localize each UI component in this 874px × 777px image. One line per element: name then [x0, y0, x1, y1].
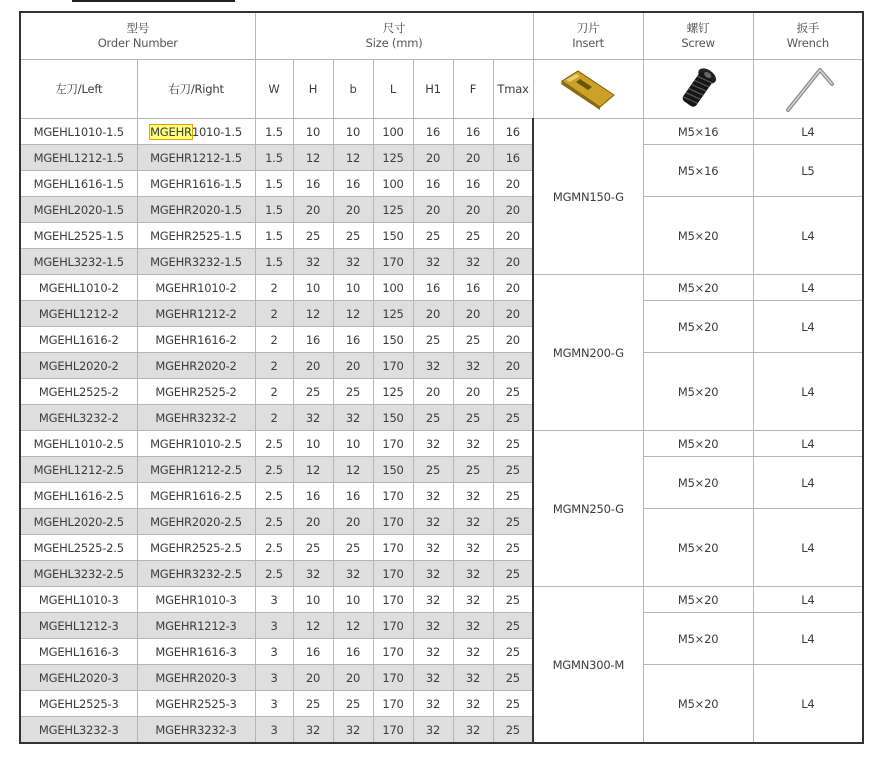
size-h: 32	[293, 717, 333, 744]
size-w: 2.5	[255, 561, 293, 587]
size-h: 10	[293, 587, 333, 613]
wrench-image-cell	[753, 60, 863, 119]
size-f: 20	[453, 379, 493, 405]
insert-model: MGMN300-M	[533, 587, 643, 744]
size-w: 1.5	[255, 223, 293, 249]
right-order-number: MGEHR3232-2	[137, 405, 255, 431]
right-order-number: MGEHR1616-2	[137, 327, 255, 353]
size-b: 25	[333, 535, 373, 561]
size-h1: 32	[413, 483, 453, 509]
col-tmax-header: Tmax	[493, 60, 533, 119]
left-order-number: MGEHL1616-2	[20, 327, 137, 353]
torx-wrench-icon	[776, 62, 840, 116]
size-b: 12	[333, 301, 373, 327]
size-tmax: 20	[493, 171, 533, 197]
table-row	[20, 275, 863, 301]
screw-model: M5×16	[643, 119, 753, 145]
size-w: 2	[255, 353, 293, 379]
size-tmax: 25	[493, 717, 533, 744]
size-w: 2	[255, 327, 293, 353]
size-w: 1.5	[255, 197, 293, 223]
size-tmax: 25	[493, 431, 533, 457]
size-w: 3	[255, 613, 293, 639]
size-tmax: 25	[493, 587, 533, 613]
left-order-number: MGEHL2525-2	[20, 379, 137, 405]
size-b: 20	[333, 665, 373, 691]
size-h1: 25	[413, 223, 453, 249]
right-order-number: MGEHR1010-2	[137, 275, 255, 301]
size-h1: 32	[413, 353, 453, 379]
size-f: 32	[453, 613, 493, 639]
size-b: 10	[333, 431, 373, 457]
size-h: 16	[293, 639, 333, 665]
insert-image-cell	[533, 60, 643, 119]
size-h1: 16	[413, 275, 453, 301]
size-h1: 25	[413, 457, 453, 483]
size-h1: 16	[413, 119, 453, 145]
size-tmax: 16	[493, 145, 533, 171]
right-order-number: MGEHR2525-2	[137, 379, 255, 405]
wrench-model: L4	[753, 275, 863, 301]
size-h1: 25	[413, 405, 453, 431]
right-order-number: MGEHR2525-3	[137, 691, 255, 717]
size-tmax: 25	[493, 691, 533, 717]
size-b: 32	[333, 717, 373, 744]
size-tmax: 20	[493, 197, 533, 223]
size-l: 170	[373, 353, 413, 379]
right-order-number: MGEHR1212-2.5	[137, 457, 255, 483]
size-h: 20	[293, 197, 333, 223]
size-h: 20	[293, 509, 333, 535]
insert-model: MGMN200-G	[533, 275, 643, 431]
screw-image-cell	[643, 60, 753, 119]
size-f: 16	[453, 171, 493, 197]
size-b: 25	[333, 379, 373, 405]
torx-screw-icon	[673, 64, 723, 114]
wrench-model: L4	[753, 301, 863, 353]
size-tmax: 25	[493, 379, 533, 405]
size-w: 3	[255, 717, 293, 744]
size-f: 20	[453, 197, 493, 223]
size-l: 125	[373, 301, 413, 327]
table-row	[20, 353, 863, 379]
wrench-model: L4	[753, 457, 863, 509]
size-w: 2	[255, 379, 293, 405]
size-f: 32	[453, 587, 493, 613]
right-order-number: MGEHR1212-2	[137, 301, 255, 327]
size-h1: 32	[413, 665, 453, 691]
size-l: 170	[373, 717, 413, 744]
size-h1: 32	[413, 509, 453, 535]
size-h: 12	[293, 457, 333, 483]
table-row	[20, 665, 863, 691]
right-order-number: MGEHR1212-1.5	[137, 145, 255, 171]
size-l: 170	[373, 535, 413, 561]
size-h: 25	[293, 691, 333, 717]
size-h: 25	[293, 379, 333, 405]
left-order-number: MGEHL1010-2	[20, 275, 137, 301]
table-row	[20, 509, 863, 535]
size-f: 25	[453, 405, 493, 431]
size-h1: 32	[413, 561, 453, 587]
size-l: 150	[373, 405, 413, 431]
size-h: 10	[293, 119, 333, 145]
size-h1: 25	[413, 327, 453, 353]
size-b: 12	[333, 145, 373, 171]
size-f: 32	[453, 509, 493, 535]
size-f: 32	[453, 691, 493, 717]
table-row	[20, 301, 863, 327]
size-f: 32	[453, 483, 493, 509]
size-w: 3	[255, 587, 293, 613]
col-l-header: L	[373, 60, 413, 119]
size-f: 32	[453, 535, 493, 561]
right-header: 右刀/Right	[137, 60, 255, 119]
right-order-number: MGEHR2020-3	[137, 665, 255, 691]
wrench-model: L4	[753, 587, 863, 613]
size-tmax: 25	[493, 639, 533, 665]
size-h: 10	[293, 275, 333, 301]
right-order-number: MGEHR2020-2	[137, 353, 255, 379]
left-order-number: MGEHL2020-1.5	[20, 197, 137, 223]
table-row	[20, 431, 863, 457]
wrench-model: L4	[753, 509, 863, 587]
size-w: 1.5	[255, 171, 293, 197]
size-b: 12	[333, 457, 373, 483]
left-order-number: MGEHL3232-2	[20, 405, 137, 431]
right-order-number: MGEHR2020-1.5	[137, 197, 255, 223]
size-f: 32	[453, 249, 493, 275]
size-h: 16	[293, 171, 333, 197]
size-w: 2.5	[255, 457, 293, 483]
right-order-number: MGEHR1212-3	[137, 613, 255, 639]
left-order-number: MGEHL1212-2.5	[20, 457, 137, 483]
size-b: 10	[333, 587, 373, 613]
screw-model: M5×20	[643, 353, 753, 431]
size-b: 20	[333, 353, 373, 379]
size-tmax: 25	[493, 613, 533, 639]
size-l: 125	[373, 145, 413, 171]
product-spec-table	[19, 11, 864, 744]
screw-model: M5×20	[643, 197, 753, 275]
size-h1: 32	[413, 717, 453, 744]
order-number-rest: 1010-1.5	[191, 124, 242, 139]
right-order-number: MGEHR2525-1.5	[137, 223, 255, 249]
size-b: 10	[333, 119, 373, 145]
size-f: 32	[453, 639, 493, 665]
right-order-number: MGEHR1616-3	[137, 639, 255, 665]
left-order-number: MGEHL2525-2.5	[20, 535, 137, 561]
size-w: 3	[255, 665, 293, 691]
screw-model: M5×16	[643, 145, 753, 197]
size-h: 12	[293, 613, 333, 639]
size-tmax: 25	[493, 535, 533, 561]
size-l: 170	[373, 587, 413, 613]
size-f: 32	[453, 561, 493, 587]
right-order-number: MGEHR1616-2.5	[137, 483, 255, 509]
col-f-header: F	[453, 60, 493, 119]
col-h1-header: H1	[413, 60, 453, 119]
left-order-number: MGEHL1212-1.5	[20, 145, 137, 171]
col-b-header: b	[333, 60, 373, 119]
size-tmax: 25	[493, 457, 533, 483]
size-l: 170	[373, 431, 413, 457]
size-tmax: 20	[493, 249, 533, 275]
left-order-number: MGEHL2525-1.5	[20, 223, 137, 249]
size-l: 170	[373, 561, 413, 587]
wrench-model: L4	[753, 197, 863, 275]
size-f: 32	[453, 717, 493, 744]
size-b: 25	[333, 223, 373, 249]
size-h1: 32	[413, 613, 453, 639]
screw-header	[643, 12, 753, 60]
wrench-model: L4	[753, 613, 863, 665]
size-h: 25	[293, 223, 333, 249]
table-row	[20, 457, 863, 483]
left-order-number: MGEHL2020-2	[20, 353, 137, 379]
size-h: 20	[293, 353, 333, 379]
size-f: 20	[453, 301, 493, 327]
left-header: 左刀/Left	[20, 60, 137, 119]
screw-model: M5×20	[643, 613, 753, 665]
size-h: 16	[293, 483, 333, 509]
size-w: 2	[255, 405, 293, 431]
screw-model: M5×20	[643, 431, 753, 457]
size-b: 16	[333, 639, 373, 665]
size-l: 150	[373, 457, 413, 483]
screw-header-en: Screw	[681, 36, 715, 50]
size-h1: 20	[413, 301, 453, 327]
size-header-en: Size (mm)	[365, 36, 423, 50]
right-order-number: MGEHR1010-3	[137, 587, 255, 613]
wrench-header	[753, 12, 863, 60]
size-b: 20	[333, 509, 373, 535]
size-tmax: 25	[493, 483, 533, 509]
model-header-en: Order Number	[97, 36, 178, 50]
size-f: 32	[453, 665, 493, 691]
size-h1: 20	[413, 379, 453, 405]
left-order-number: MGEHL1616-1.5	[20, 171, 137, 197]
left-order-number: MGEHL1010-1.5	[20, 119, 137, 145]
size-tmax: 25	[493, 405, 533, 431]
wrench-model: L4	[753, 353, 863, 431]
left-order-number: MGEHL2525-3	[20, 691, 137, 717]
size-h: 20	[293, 665, 333, 691]
size-l: 125	[373, 197, 413, 223]
screw-model: M5×20	[643, 587, 753, 613]
header-row-2	[20, 60, 863, 119]
size-b: 32	[333, 249, 373, 275]
insert-model: MGMN250-G	[533, 431, 643, 587]
header-row-1	[20, 12, 863, 60]
size-h: 25	[293, 535, 333, 561]
size-h1: 32	[413, 249, 453, 275]
size-l: 100	[373, 171, 413, 197]
size-f: 25	[453, 223, 493, 249]
size-tmax: 20	[493, 223, 533, 249]
size-f: 16	[453, 275, 493, 301]
wrench-model: L4	[753, 431, 863, 457]
size-h: 16	[293, 327, 333, 353]
size-h: 32	[293, 405, 333, 431]
screw-model: M5×20	[643, 665, 753, 744]
insert-header-en: Insert	[572, 36, 604, 50]
left-order-number: MGEHL1010-2.5	[20, 431, 137, 457]
size-l: 170	[373, 613, 413, 639]
size-f: 32	[453, 353, 493, 379]
size-l: 170	[373, 483, 413, 509]
right-order-number: MGEHR3232-2.5	[137, 561, 255, 587]
table-row	[20, 197, 863, 223]
table-row	[20, 119, 863, 145]
screw-header-cn: 螺钉	[686, 21, 710, 35]
size-b: 20	[333, 197, 373, 223]
size-l: 150	[373, 327, 413, 353]
right-order-number	[137, 119, 255, 145]
size-b: 32	[333, 405, 373, 431]
size-h: 12	[293, 301, 333, 327]
size-l: 150	[373, 223, 413, 249]
size-h1: 32	[413, 639, 453, 665]
size-h1: 20	[413, 145, 453, 171]
wrench-header-cn: 扳手	[796, 21, 820, 35]
size-b: 16	[333, 327, 373, 353]
table-row	[20, 613, 863, 639]
size-b: 32	[333, 561, 373, 587]
size-b: 16	[333, 483, 373, 509]
size-h1: 20	[413, 197, 453, 223]
screw-model: M5×20	[643, 275, 753, 301]
right-order-number: MGEHR2020-2.5	[137, 509, 255, 535]
size-w: 1.5	[255, 145, 293, 171]
size-h1: 32	[413, 587, 453, 613]
col-w-header: W	[255, 60, 293, 119]
table-row	[20, 145, 863, 171]
insert-header	[533, 12, 643, 60]
table-row	[20, 587, 863, 613]
wrench-model: L4	[753, 119, 863, 145]
size-tmax: 20	[493, 353, 533, 379]
wrench-model: L4	[753, 665, 863, 744]
size-l: 100	[373, 275, 413, 301]
size-l: 125	[373, 379, 413, 405]
size-f: 32	[453, 431, 493, 457]
size-l: 170	[373, 665, 413, 691]
insert-header-cn: 刀片	[576, 21, 600, 35]
right-order-number: MGEHR3232-3	[137, 717, 255, 744]
screw-model: M5×20	[643, 457, 753, 509]
size-w: 2	[255, 301, 293, 327]
size-f: 25	[453, 327, 493, 353]
size-h1: 32	[413, 691, 453, 717]
size-f: 20	[453, 145, 493, 171]
size-w: 2.5	[255, 483, 293, 509]
size-tmax: 25	[493, 561, 533, 587]
size-l: 100	[373, 119, 413, 145]
size-l: 170	[373, 249, 413, 275]
size-b: 10	[333, 275, 373, 301]
size-h1: 32	[413, 431, 453, 457]
left-order-number: MGEHL1212-2	[20, 301, 137, 327]
search-highlight: MGEHR	[150, 124, 192, 139]
insert-model: MGMN150-G	[533, 119, 643, 275]
wrench-model: L5	[753, 145, 863, 197]
size-header	[255, 12, 533, 60]
size-w: 1.5	[255, 249, 293, 275]
size-w: 3	[255, 639, 293, 665]
left-order-number: MGEHL1010-3	[20, 587, 137, 613]
screw-model: M5×20	[643, 301, 753, 353]
wrench-header-en: Wrench	[786, 36, 829, 50]
size-h: 10	[293, 431, 333, 457]
right-order-number: MGEHR2525-2.5	[137, 535, 255, 561]
size-b: 16	[333, 171, 373, 197]
size-b: 12	[333, 613, 373, 639]
model-header-cn: 型号	[126, 21, 150, 35]
size-f: 25	[453, 457, 493, 483]
size-h: 32	[293, 561, 333, 587]
size-l: 170	[373, 509, 413, 535]
left-order-number: MGEHL3232-3	[20, 717, 137, 744]
size-b: 25	[333, 691, 373, 717]
size-tmax: 25	[493, 665, 533, 691]
right-order-number: MGEHR3232-1.5	[137, 249, 255, 275]
size-w: 3	[255, 691, 293, 717]
screw-model: M5×20	[643, 509, 753, 587]
left-order-number: MGEHL3232-1.5	[20, 249, 137, 275]
top-rule	[72, 0, 235, 2]
left-order-number: MGEHL1616-3	[20, 639, 137, 665]
left-order-number: MGEHL3232-2.5	[20, 561, 137, 587]
model-header	[20, 12, 255, 60]
left-order-number: MGEHL1616-2.5	[20, 483, 137, 509]
size-l: 170	[373, 691, 413, 717]
size-header-cn: 尺寸	[382, 21, 406, 35]
grooving-insert-icon	[556, 67, 620, 111]
size-tmax: 25	[493, 509, 533, 535]
size-h1: 16	[413, 171, 453, 197]
size-h: 32	[293, 249, 333, 275]
size-w: 1.5	[255, 119, 293, 145]
size-tmax: 20	[493, 275, 533, 301]
size-h: 12	[293, 145, 333, 171]
size-w: 2	[255, 275, 293, 301]
size-w: 2.5	[255, 431, 293, 457]
left-order-number: MGEHL1212-3	[20, 613, 137, 639]
col-h-header: H	[293, 60, 333, 119]
size-l: 170	[373, 639, 413, 665]
right-order-number: MGEHR1616-1.5	[137, 171, 255, 197]
size-tmax: 16	[493, 119, 533, 145]
size-h1: 32	[413, 535, 453, 561]
size-w: 2.5	[255, 535, 293, 561]
size-tmax: 20	[493, 327, 533, 353]
right-order-number: MGEHR1010-2.5	[137, 431, 255, 457]
size-tmax: 20	[493, 301, 533, 327]
left-order-number: MGEHL2020-2.5	[20, 509, 137, 535]
size-w: 2.5	[255, 509, 293, 535]
size-f: 16	[453, 119, 493, 145]
left-order-number: MGEHL2020-3	[20, 665, 137, 691]
